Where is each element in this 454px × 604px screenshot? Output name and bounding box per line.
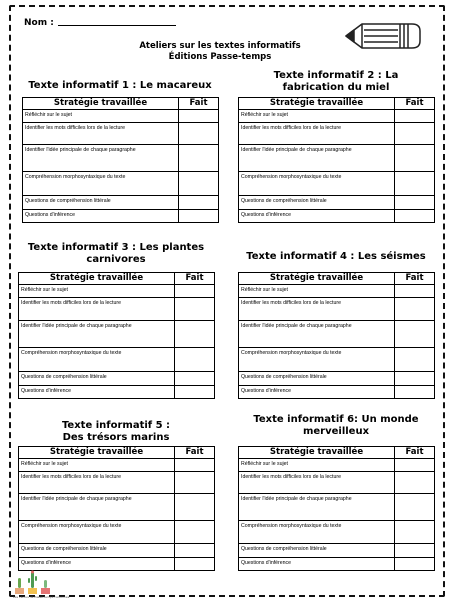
done-checkbox[interactable] [395, 348, 435, 372]
strategy-table-4 [238, 272, 435, 399]
strategy-header: Stratégie travaillée [19, 447, 175, 459]
block-1-title-line1: Texte informatif 1 : Le macareux [28, 80, 212, 91]
strategy-cell: Identifier les mots difficiles lors de la lecture [239, 472, 395, 494]
cactus-logo-icon [13, 568, 53, 594]
done-checkbox[interactable] [395, 558, 435, 571]
strategy-cell: Réfléchir sur le sujet [239, 285, 395, 298]
done-checkbox[interactable] [395, 210, 435, 223]
strategy-cell: Questions d'inférence [239, 386, 395, 399]
strategy-cell: Identifier les mots difficiles lors de la lecture [19, 472, 175, 494]
strategy-cell: Identifier l'idée principale de chaque paragraphe [239, 321, 395, 348]
strategy-header: Stratégie travaillée [23, 98, 179, 110]
strategy-cell: Questions de compréhension littérale [239, 544, 395, 558]
done-checkbox[interactable] [175, 285, 215, 298]
block-5-title [18, 420, 214, 444]
block-3-title [18, 242, 214, 266]
strategy-cell: Questions d'inférence [23, 210, 179, 223]
done-header: Fait [179, 98, 219, 110]
block-5-title-line1: Texte informatif 5 : [61, 420, 171, 431]
done-checkbox[interactable] [395, 494, 435, 521]
block-2-title [238, 70, 434, 94]
pencil-icon [342, 18, 424, 54]
strategy-cell: Réfléchir sur le sujet [239, 110, 395, 123]
strategy-cell: Identifier les mots difficiles lors de la lecture [23, 123, 179, 145]
done-checkbox[interactable] [395, 321, 435, 348]
strategy-table-3 [18, 272, 215, 399]
strategy-cell: Identifier les mots difficiles lors de la lecture [19, 298, 175, 321]
strategy-cell: Compréhension morphosyntaxique du texte [23, 172, 179, 196]
strategy-cell: Réfléchir sur le sujet [23, 110, 179, 123]
done-checkbox[interactable] [175, 521, 215, 544]
strategy-cell: Questions de compréhension littérale [19, 544, 175, 558]
done-checkbox[interactable] [175, 298, 215, 321]
done-checkbox[interactable] [179, 172, 219, 196]
strategy-cell: Questions de compréhension littérale [239, 372, 395, 386]
document-title [100, 41, 340, 63]
done-checkbox[interactable] [395, 145, 435, 172]
done-checkbox[interactable] [395, 386, 435, 399]
block-2-title-line1: Texte informatif 2 : La [273, 70, 399, 81]
strategy-cell: Identifier l'idée principale de chaque paragraphe [19, 494, 175, 521]
strategy-header: Stratégie travaillée [239, 447, 395, 459]
done-checkbox[interactable] [395, 123, 435, 145]
name-field[interactable] [24, 18, 176, 28]
done-checkbox[interactable] [175, 348, 215, 372]
document-title-line1: Ateliers sur les textes informatifs [139, 41, 301, 51]
strategy-cell: Questions d'inférence [239, 558, 395, 571]
done-checkbox[interactable] [179, 145, 219, 172]
block-4-title-line1: Texte informatif 4 : Les séismes [246, 251, 426, 262]
block-4-title [238, 251, 434, 263]
done-checkbox[interactable] [395, 196, 435, 210]
done-checkbox[interactable] [175, 494, 215, 521]
done-checkbox[interactable] [395, 298, 435, 321]
strategy-cell: Identifier l'idée principale de chaque paragraphe [23, 145, 179, 172]
done-checkbox[interactable] [395, 285, 435, 298]
strategy-cell: Questions d'inférence [19, 386, 175, 399]
done-checkbox[interactable] [395, 544, 435, 558]
strategy-cell: Questions d'inférence [19, 558, 175, 571]
done-checkbox[interactable] [175, 372, 215, 386]
strategy-cell: Réfléchir sur le sujet [239, 459, 395, 472]
strategy-header: Stratégie travaillée [239, 273, 395, 285]
strategy-cell: Réfléchir sur le sujet [19, 459, 175, 472]
strategy-cell: Réfléchir sur le sujet [19, 285, 175, 298]
strategy-cell: Identifier l'idée principale de chaque paragraphe [239, 145, 395, 172]
block-3-title-line1: Texte informatif 3 : Les plantes [27, 242, 205, 253]
name-label: Nom : [24, 18, 54, 28]
logo-caption: Les cactus de Passe-temps cartonnés [13, 595, 70, 599]
block-6-title-line1: Texte informatif 6: Un monde [253, 414, 419, 425]
block-6-title [238, 414, 434, 438]
strategy-table-1 [22, 97, 219, 223]
strategy-cell: Compréhension morphosyntaxique du texte [239, 172, 395, 196]
done-checkbox[interactable] [179, 196, 219, 210]
strategy-cell: Identifier l'idée principale de chaque paragraphe [19, 321, 175, 348]
strategy-cell: Identifier les mots difficiles lors de la lecture [239, 123, 395, 145]
document-title-line2: Éditions Passe-temps [168, 52, 272, 62]
done-checkbox[interactable] [179, 110, 219, 123]
strategy-cell: Questions de compréhension littérale [23, 196, 179, 210]
done-checkbox[interactable] [395, 521, 435, 544]
block-1-title [22, 80, 218, 92]
strategy-header: Stratégie travaillée [239, 98, 395, 110]
done-checkbox[interactable] [395, 172, 435, 196]
strategy-cell: Compréhension morphosyntaxique du texte [19, 348, 175, 372]
strategy-cell: Compréhension morphosyntaxique du texte [239, 521, 395, 544]
strategy-cell: Compréhension morphosyntaxique du texte [19, 521, 175, 544]
done-header: Fait [395, 273, 435, 285]
block-6-title-line2: merveilleux [302, 426, 370, 437]
strategy-table-2 [238, 97, 435, 223]
done-checkbox[interactable] [175, 321, 215, 348]
done-header: Fait [395, 98, 435, 110]
done-checkbox[interactable] [175, 558, 215, 571]
done-header: Fait [395, 447, 435, 459]
strategy-table-5 [18, 446, 215, 571]
done-checkbox[interactable] [175, 544, 215, 558]
done-checkbox[interactable] [175, 386, 215, 399]
strategy-cell: Compréhension morphosyntaxique du texte [239, 348, 395, 372]
done-header: Fait [175, 447, 215, 459]
strategy-header: Stratégie travaillée [19, 273, 175, 285]
strategy-table-6 [238, 446, 435, 571]
strategy-cell: Identifier les mots difficiles lors de la lecture [239, 298, 395, 321]
block-3-title-line2: carnivores [86, 254, 146, 265]
block-5-title-line2: Des trésors marins [62, 432, 170, 443]
done-checkbox[interactable] [175, 459, 215, 472]
strategy-cell: Questions de compréhension littérale [239, 196, 395, 210]
done-checkbox[interactable] [395, 459, 435, 472]
done-checkbox[interactable] [179, 210, 219, 223]
done-checkbox[interactable] [395, 110, 435, 123]
strategy-cell: Questions d'inférence [239, 210, 395, 223]
strategy-cell: Questions de compréhension littérale [19, 372, 175, 386]
done-checkbox[interactable] [395, 472, 435, 494]
done-checkbox[interactable] [179, 123, 219, 145]
done-checkbox[interactable] [395, 372, 435, 386]
strategy-cell: Identifier l'idée principale de chaque paragraphe [239, 494, 395, 521]
done-checkbox[interactable] [175, 472, 215, 494]
done-header: Fait [175, 273, 215, 285]
block-2-title-line2: fabrication du miel [282, 82, 390, 93]
name-line[interactable] [58, 25, 176, 26]
